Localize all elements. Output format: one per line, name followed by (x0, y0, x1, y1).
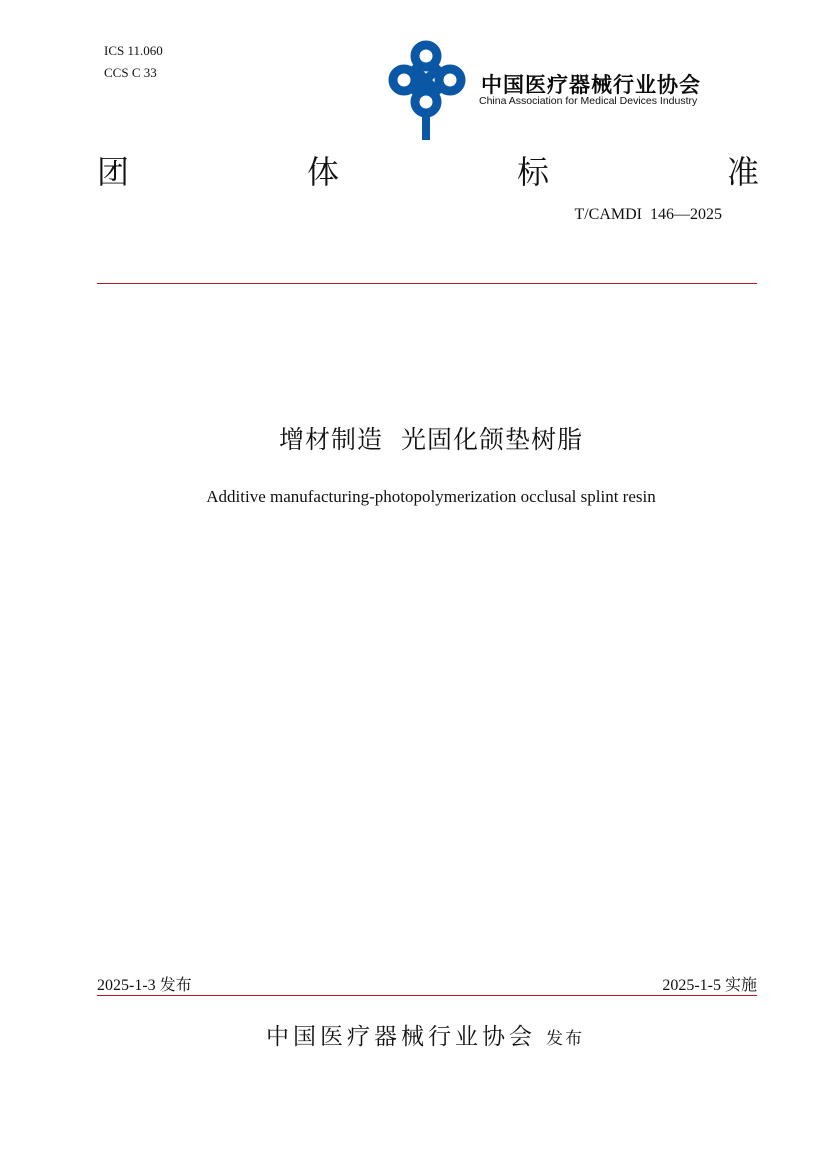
top-divider (97, 283, 757, 284)
doc-type-char: 标 (516, 153, 549, 191)
publisher-name: 中国医疗器械行业协会 (266, 1024, 536, 1050)
logo-org-name-en: China Association for Medical Devices Industry (479, 95, 698, 107)
document-type-heading (97, 152, 759, 196)
standard-title-en: Additive manufacturing-photopolymerization occlusal splint resin (206, 487, 656, 506)
effective-date: 2025-1-5 实施 (662, 977, 757, 994)
publisher-suffix: 发布 (546, 1029, 584, 1049)
publisher-line (0, 1018, 815, 1051)
doc-type-char: 团 (97, 153, 130, 191)
classification-block (104, 40, 163, 84)
association-logo (382, 40, 782, 146)
bottom-divider (97, 995, 757, 996)
chinese-knot-logo-icon (382, 40, 478, 144)
publish-date: 2025-1-3 发布 (97, 977, 192, 994)
ccs-code: CCS C 33 (104, 65, 157, 80)
standard-title-cn: 增材制造 光固化颌垫树脂 (279, 425, 583, 454)
ics-code: ICS 11.060 (104, 43, 163, 58)
logo-org-name-cn: 中国医疗器械行业协会 (481, 73, 701, 97)
standard-code: T/CAMDI 146—2025 (574, 206, 722, 223)
doc-type-char: 准 (726, 153, 759, 191)
doc-type-char: 体 (306, 153, 339, 191)
